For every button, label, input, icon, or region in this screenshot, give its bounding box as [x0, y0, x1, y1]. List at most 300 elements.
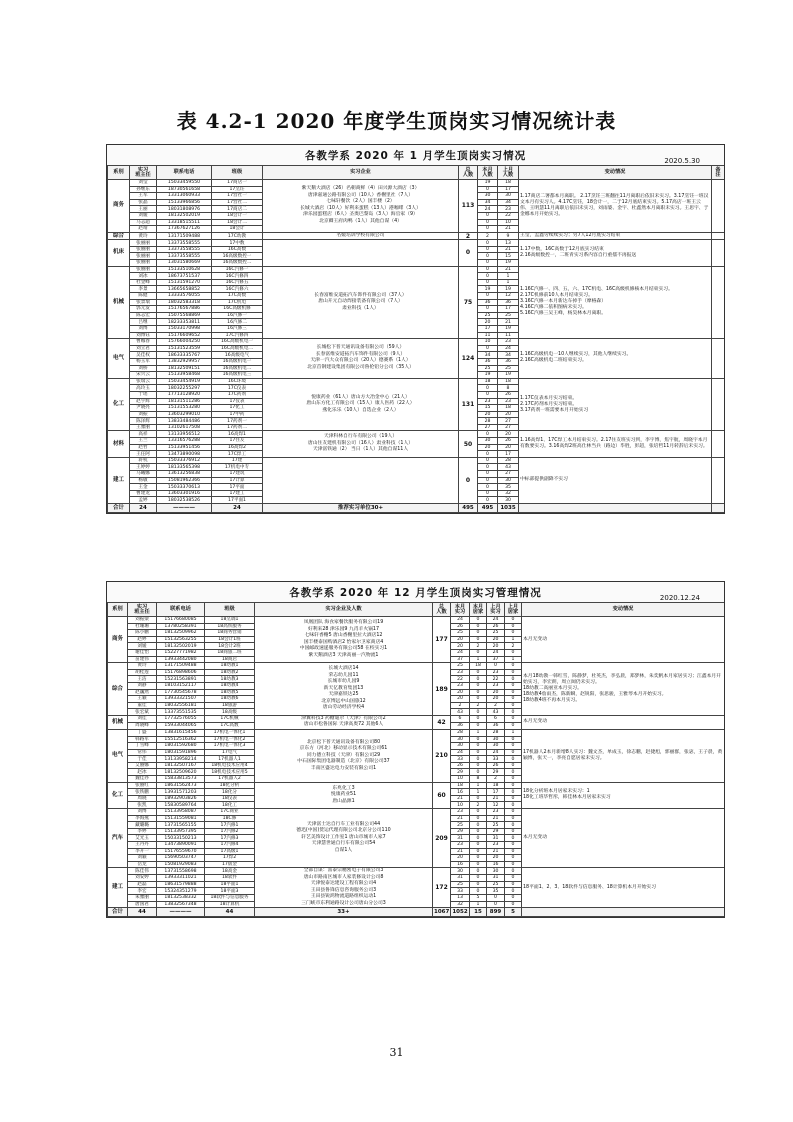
counselor-cell: 王丽	[130, 206, 157, 213]
last-month-intern-cell: 17	[487, 789, 505, 796]
last-month-intern-cell: 20	[487, 689, 505, 696]
class-cell: 17建筑	[212, 471, 263, 478]
last-month-home-cell: 1	[505, 636, 522, 643]
last-month-cell: 27	[498, 418, 519, 425]
table1-title: 各教学系 2020 年 1 月学生顶岗实习情况	[304, 150, 527, 162]
last-month-intern-cell: 24	[487, 649, 505, 656]
class-cell: 18机电技术应用4	[205, 762, 255, 769]
phone-cell: 15833813573	[157, 776, 205, 783]
class-cell: 16汽修三	[212, 325, 263, 332]
this-month-intern-cell: 24	[451, 749, 470, 756]
counselor-cell: 赵宇辉	[130, 398, 157, 405]
this-month-cell: 0	[478, 273, 498, 280]
phone-cell: 13171509488	[157, 232, 212, 240]
phone-cell: 15081962366	[157, 477, 212, 484]
last-month-cell: 13	[498, 240, 519, 247]
this-month-home-cell: 0	[470, 835, 487, 842]
class-cell: 18高金	[205, 868, 255, 875]
this-month-cell: 2	[478, 232, 498, 240]
this-month-intern-cell: 2	[451, 702, 470, 709]
total-c3: 899	[487, 908, 505, 917]
last-month-home-cell: 0	[505, 881, 522, 888]
table-row	[108, 782, 725, 789]
page-number: 31	[389, 1046, 404, 1059]
column-header: 上月 人数	[498, 166, 519, 180]
this-month-home-cell: 0	[470, 649, 487, 656]
this-month-home-cell: 0	[470, 809, 487, 816]
counselor-cell: 张丽丽	[130, 266, 157, 273]
counselor-cell: 苗建伟	[128, 656, 157, 663]
last-month-cell: 21	[498, 319, 519, 326]
class-cell: 18幼教2	[205, 669, 255, 676]
column-header: 联系电话	[157, 166, 212, 180]
last-month-intern-cell: 20	[487, 636, 505, 643]
column-header: 备 注	[712, 166, 725, 180]
class-cell: 16高级机电三	[212, 372, 263, 379]
phone-cell: 15176609652	[157, 332, 212, 339]
total-count: 209	[433, 809, 451, 868]
counselor-cell: 郭元发	[130, 306, 157, 313]
counselor-cell: 赵哲	[130, 444, 157, 451]
counselor-cell: 刘佳	[128, 715, 157, 722]
this-month-cell: 0	[478, 497, 498, 504]
phone-cell: 13133956512	[157, 431, 212, 438]
class-cell: 17商店二	[212, 206, 263, 213]
this-month-home-cell: 8	[470, 776, 487, 783]
this-month-cell: 0	[478, 477, 498, 484]
company-cell: 津翼科技3 药糖迪尔（天津）有限公司2 唐山市松鲁国际 天津高奥72 其他6人	[255, 715, 433, 729]
counselor-cell: 张瑞云	[130, 378, 157, 385]
this-month-cell: 0	[478, 385, 498, 392]
this-month-intern-cell: 33	[451, 888, 470, 895]
phone-cell: 13603301916	[157, 490, 212, 497]
changes-cell: 1.17C仪表本月实习结束。 2.17C药剂本月实习结束。 3.17药剂一班需要本月开始实习	[519, 378, 712, 431]
last-month-home-cell: 0	[505, 722, 522, 729]
class-cell: 17住友	[212, 438, 263, 445]
last-month-intern-cell: 23	[487, 809, 505, 816]
this-month-cell: 0	[478, 391, 498, 398]
counselor-cell: 曹娜春	[130, 339, 157, 346]
counselor-cell: 张丽丽	[130, 246, 157, 253]
dept-name: 电气	[108, 339, 130, 379]
total-count: 2	[459, 232, 478, 240]
column-header: 联系电话	[157, 603, 205, 617]
company-cell: 紫天鹅大酒店（26）名朝商鲜（4）田兴源大酒店（3） 唐津嘉通公路有限公司（10人）香榭里社（7人） 七味轩餐饮（2人）国丰楼（2） 长城大酒店（10人）好利来蛋糕（13人）港咖啡（3人） 津乐园蛋糕店（6人）圣奥巴黎岛（3人）海官家（9） 北京卿王府肉鸭（1人）其他自谋（4）	[263, 180, 459, 233]
company-cell: 东兆化工3 悦康药业51 唐山晶源1	[255, 782, 433, 808]
last-month-cell: 23	[498, 398, 519, 405]
last-month-intern-cell: 20	[487, 855, 505, 862]
counselor-cell: 赵巍然	[128, 689, 157, 696]
changes-cell: 中标部提供副降不实习	[519, 457, 712, 503]
counselor-cell: 丁雪峰	[128, 743, 157, 750]
table1	[107, 165, 725, 513]
last-month-home-cell: 0	[505, 623, 522, 630]
phone-cell: 13731565155	[157, 822, 205, 829]
this-month-intern-cell: 21	[451, 815, 470, 822]
remark-cell	[712, 266, 725, 339]
last-month-home-cell: 0	[505, 782, 522, 789]
total-c4: 5	[505, 908, 522, 917]
class-cell: 17机电一体化2	[205, 736, 255, 743]
this-month-cell: 0	[478, 471, 498, 478]
phone-cell: 15176567886	[157, 306, 212, 313]
class-cell: 17C机械	[205, 715, 255, 722]
company-cell	[263, 240, 459, 266]
company-cell: 凤凰团队 海食家餐饮服务有限公司19 好利来28 津乐园9 九肖羊火锅17 七味轩香榭5 唐山香榭里拉大酒店12 国丰楼泰国购酒店2 怡家尔卫家商店4 中国邮政速递服务有限公司58 在校实习1 紫天鹅酒店3 天津高丽一汽物流1	[255, 617, 433, 663]
this-month-intern-cell: 16	[451, 789, 470, 796]
last-month-intern-cell: 20	[487, 696, 505, 703]
class-cell: 17机器人1	[205, 756, 255, 763]
this-month-intern-cell: 28	[451, 729, 470, 736]
total-phone: ————	[157, 908, 205, 917]
counselor-cell: 赵冰	[128, 769, 157, 776]
class-cell: 16C高级机电一	[212, 339, 263, 346]
dept-name: 机械	[108, 266, 130, 339]
phone-cell: 18673751537	[157, 273, 212, 280]
remark-cell	[712, 378, 725, 431]
counselor-cell: 朱雅丽	[128, 895, 157, 902]
this-month-home-cell: 0	[470, 715, 487, 722]
this-month-cell: 23	[478, 398, 498, 405]
last-month-home-cell: 0	[505, 861, 522, 868]
last-month-intern-cell: 0	[487, 901, 505, 908]
class-cell: 17汽修2	[205, 828, 255, 835]
counselor-cell: 王军	[130, 193, 157, 200]
phone-cell: 15131591270	[157, 279, 212, 286]
counselor-cell: 刘振梁	[128, 617, 157, 624]
phone-cell: 15133958468	[157, 372, 212, 379]
table-row	[108, 378, 725, 385]
counselor-cell: 刘博	[130, 325, 157, 332]
this-month-cell: 27	[478, 424, 498, 431]
phone-cell: 13171509488	[157, 663, 205, 670]
class-cell: 17烹饪	[212, 186, 263, 193]
phone-cell: 13832567348	[157, 901, 205, 908]
this-month-intern-cell: 21	[451, 795, 470, 802]
class-cell: 18化工	[205, 802, 255, 809]
counselor-cell: 胡桂莲	[128, 669, 157, 676]
phone-cell: 15133510628	[157, 266, 212, 273]
last-month-cell: 27	[498, 424, 519, 431]
class-cell: 18化分	[205, 789, 255, 796]
phone-cell: 18132509962	[157, 630, 205, 637]
class-cell: 16汽修一	[212, 312, 263, 319]
dept-name: 机床	[108, 240, 130, 266]
phone-cell: 18631579888	[157, 881, 205, 888]
counselor-cell: 董佳	[128, 702, 157, 709]
this-month-cell: 0	[478, 186, 498, 193]
this-month-cell: 0	[478, 226, 498, 233]
column-header: 总 人数	[433, 603, 451, 617]
phone-cell: 15512516362	[157, 736, 205, 743]
remark-cell	[712, 232, 725, 240]
changes-cell: 1.17商店二署都本月离职。 2.17烹饪三班翻往11月离职后依旧未实习。3.17烹饪一班汉文本月有实习人。4.17C烹饪，18会计一，二于12月底结束实习。5.17高店一班王云伟、王明慧11月离职后依旧未实习，刘雨婆、金宇、杜鑫然本月离职未实习。王思宇、于金娜本月开始实习。	[519, 180, 712, 233]
class-cell: 16C高数	[212, 246, 263, 253]
this-month-home-cell: 2	[470, 802, 487, 809]
last-month-cell: 20	[498, 444, 519, 451]
last-month-home-cell: 0	[505, 776, 522, 783]
this-month-intern-cell: 20	[451, 855, 470, 862]
last-month-intern-cell: 25	[487, 822, 505, 829]
counselor-cell: 刘立君	[130, 345, 157, 352]
this-month-home-cell: 0	[470, 623, 487, 630]
class-cell: 17平面	[212, 484, 263, 491]
last-month-intern-cell: 16	[487, 861, 505, 868]
class-cell: 18幼教1	[205, 663, 255, 670]
last-month-intern-cell: 24	[487, 749, 505, 756]
last-month-intern-cell: 36	[487, 722, 505, 729]
this-month-intern-cell: 25	[451, 663, 470, 670]
this-month-intern-cell: 18	[451, 782, 470, 789]
this-month-intern-cell: 24	[451, 617, 470, 624]
class-cell: 18软件	[205, 875, 255, 882]
table1-header-row	[108, 166, 725, 180]
total-count: 124	[459, 339, 478, 379]
company-cell: 北京松下普天通讯设备有限公司80 京东方（河北）移动显示技术有限公司61 同力德立科技（天津）有限公司29 中石国际集团电器制造（北京）有限公司37 丰南区盛达电力安装有限公司1	[255, 729, 433, 782]
changes-cell: 本月无变动	[522, 715, 725, 729]
class-cell: 16C汽修四	[212, 273, 263, 280]
table-row	[108, 715, 725, 722]
this-month-intern-cell: 31	[451, 835, 470, 842]
phone-cell: 15766004250	[157, 339, 212, 346]
total-row	[108, 504, 725, 513]
this-month-intern-cell: 36	[451, 722, 470, 729]
class-cell: 17建工	[212, 490, 263, 497]
class-cell: 17高级1	[205, 848, 255, 855]
total-c1: 1052	[452, 908, 468, 915]
changes-cell: 本月无变动	[522, 809, 725, 868]
table2	[107, 602, 725, 917]
class-cell: 17汽修3	[205, 835, 255, 842]
class-cell: 18幼教5	[205, 689, 255, 696]
class-cell: 17汽修4	[205, 842, 255, 849]
counselor-cell: 蒋杭	[130, 457, 157, 464]
dept-name: 汽车	[108, 809, 128, 868]
phone-cell: 15176680085	[157, 617, 205, 624]
class-cell: 17计算	[212, 477, 263, 484]
last-month-cell: 20	[498, 411, 519, 418]
last-month-cell: 30	[498, 497, 519, 504]
table-row	[108, 729, 725, 736]
phone-cell: 15133957395	[157, 828, 205, 835]
phone-cell: 18032556181	[157, 702, 205, 709]
this-month-cell: 0	[478, 246, 498, 253]
total-count: 172	[433, 868, 451, 908]
phone-cell: 15830589764	[157, 802, 205, 809]
last-month-home-cell: 0	[505, 802, 522, 809]
this-month-home-cell: 2	[470, 643, 487, 650]
counselor-cell: 张丽丽	[130, 260, 157, 267]
counselor-cell: 赵磊	[128, 881, 157, 888]
this-month-home-cell: 0	[470, 881, 487, 888]
last-month-home-cell: 0	[505, 815, 522, 822]
last-month-cell: 1	[498, 273, 519, 280]
phone-cell: 15131523559	[157, 345, 212, 352]
this-month-home-cell: 0	[470, 749, 487, 756]
phone-cell: 17713128920	[157, 391, 212, 398]
last-month-intern-cell: 31	[487, 875, 505, 882]
last-month-intern-cell: 2	[487, 776, 505, 783]
company-cell: 长春富维安道拓汽车饰件有限公司（37人） 唐山开元自动焊接装备有限公司（7人） 肃业科技（1人）	[263, 266, 459, 339]
this-month-home-cell: 1	[470, 656, 487, 663]
this-month-home-cell: 0	[470, 736, 487, 743]
this-month-intern-cell: 13	[451, 895, 470, 902]
this-month-cell: 0	[478, 490, 498, 497]
last-month-home-cell: 0	[505, 828, 522, 835]
this-month-cell: 0	[478, 260, 498, 267]
phone-cell: 18032255297	[157, 385, 212, 392]
this-month-intern-cell: 23	[451, 842, 470, 849]
last-month-cell: 21	[498, 246, 519, 253]
last-month-home-cell: 0	[505, 822, 522, 829]
phone-cell: 18031591896	[157, 749, 205, 756]
counselor-cell: 刘振	[130, 411, 157, 418]
this-month-home-cell: 0	[470, 617, 487, 624]
class-cell: 18商店	[205, 656, 255, 663]
this-month-home-cell: 1	[470, 901, 487, 908]
this-month-home-cell: 1	[470, 729, 487, 736]
counselor-cell: 杨玉军	[130, 358, 157, 365]
class-cell: 16高级机电一	[212, 358, 263, 365]
phone-cell: 13102617508	[157, 424, 212, 431]
last-month-intern-cell: 21	[487, 848, 505, 855]
counselor-cell: 韩路军	[128, 736, 157, 743]
phone-cell: 18103152117	[157, 682, 205, 689]
class-cell: 17钣金	[205, 861, 255, 868]
counselor-cell: 丁盛	[128, 729, 157, 736]
this-month-home-cell: 0	[470, 875, 487, 882]
total-class: 24	[212, 504, 263, 513]
this-month-intern-cell: 25	[451, 881, 470, 888]
dept-name: 商务	[108, 617, 128, 663]
phone-cell: 15324351279	[157, 888, 205, 895]
phone-cell: 18032538526	[157, 497, 212, 504]
last-month-cell: 19	[498, 260, 519, 267]
last-month-intern-cell: 23	[487, 669, 505, 676]
last-month-home-cell: 0	[505, 789, 522, 796]
this-month-intern-cell: 43	[451, 709, 470, 716]
this-month-cell: 0	[478, 457, 498, 464]
phone-cell: 15133966856	[157, 199, 212, 206]
this-month-cell: 0	[478, 484, 498, 491]
counselor-cell: 张宏斌	[128, 709, 157, 716]
this-month-home-cell: 0	[470, 676, 487, 683]
phone-cell: 13831615456	[157, 729, 205, 736]
last-month-intern-cell: 31	[487, 835, 505, 842]
counselor-cell: 藏璐璐	[128, 822, 157, 829]
last-month-intern-cell: 29	[487, 769, 505, 776]
table-row	[108, 180, 725, 187]
phone-cell: 13832929957	[157, 358, 212, 365]
counselor-cell: 岳龙	[128, 861, 157, 868]
this-month-intern-cell: 32	[451, 901, 470, 908]
phone-cell: 18031592680	[157, 743, 205, 750]
counselor-cell: 张景瑞	[130, 299, 157, 306]
phone-cell: 13933311021	[157, 875, 205, 882]
company-cell: 全部自谋：富泰宗精密电子有限公司3 唐山市路南区城市人家装修设计公司8 天津悦泰达建设工程有限公司4 王田县鲁锋信息咨询服务公司3 王田县锐鸿物流道路组织运动1 三门峡市东利通路设计公司唐山分公司3	[255, 868, 433, 908]
last-month-home-cell: 0	[505, 709, 522, 716]
last-month-home-cell: 0	[505, 868, 522, 875]
this-month-intern-cell: 25	[451, 630, 470, 637]
class-cell: 17C高数	[205, 722, 255, 729]
last-month-cell: 21	[498, 266, 519, 273]
this-month-cell: 18	[478, 378, 498, 385]
table2-title: 各教学系 2020 年 12 月学生顶岗实习管理情况	[289, 587, 542, 599]
counselor-cell: 魏佳亦	[128, 776, 157, 783]
table-row	[108, 266, 725, 273]
phone-cell: 18132507167	[157, 762, 205, 769]
this-month-home-cell: 0	[470, 636, 487, 643]
last-month-cell: 18	[498, 378, 519, 385]
counselor-cell: 马志超	[130, 219, 157, 226]
table2-panel	[106, 581, 725, 918]
total-company: 推荐实习单位30+	[263, 504, 459, 513]
column-header: 实习企业	[263, 166, 459, 180]
last-month-intern-cell: 30	[487, 868, 505, 875]
last-month-intern-cell: 26	[487, 762, 505, 769]
counselor-cell: 张凯	[128, 802, 157, 809]
this-month-home-cell: 0	[470, 756, 487, 763]
this-month-cell: 25	[478, 312, 498, 319]
phone-cell: 13373558555	[157, 253, 212, 260]
last-month-intern-cell: 28	[487, 729, 505, 736]
class-cell: 16C高级机修	[212, 306, 263, 313]
table-row	[108, 868, 725, 875]
phone-cell: 17730545678	[157, 689, 205, 696]
table1-panel	[106, 144, 725, 514]
counselor-cell: 孟婷	[130, 497, 157, 504]
column-header: 上月 居家	[505, 603, 522, 617]
counselor-cell: 张丽红	[128, 782, 157, 789]
class-cell: 18仪表	[205, 795, 255, 802]
phone-cell: 15133958087	[157, 809, 205, 816]
counselor-cell: 刘媛	[130, 212, 157, 219]
this-month-intern-cell: 37	[451, 656, 470, 663]
counselor-cell: 刘静	[128, 682, 157, 689]
last-month-intern-cell: 29	[487, 828, 505, 835]
last-month-intern-cell: 21	[487, 795, 505, 802]
column-header: 实习 班主任	[130, 166, 157, 180]
counselor-cell: 赵婷	[128, 636, 157, 643]
phone-cell: 13933442080	[157, 656, 205, 663]
phone-cell: 18132502019	[157, 643, 205, 650]
class-cell: 17机器人2	[205, 776, 255, 783]
counselor-cell: 张丽丽	[130, 253, 157, 260]
company-cell: 悦康药业（61人）唐山方大冶金中心（21人） 唐山东方化工有限公司（15人）康人医药（22人） 燕化乐乐（10人）自选企业（2人）	[263, 378, 459, 431]
this-month-cell: 36	[478, 358, 498, 365]
column-header: 实习企业及人数	[255, 603, 433, 617]
last-month-home-cell: 0	[505, 762, 522, 769]
class-cell: 17C汽修四	[212, 332, 263, 339]
total-phone: ————	[157, 504, 212, 513]
column-header: 变动情况	[522, 603, 725, 617]
last-month-intern-cell: 43	[487, 709, 505, 716]
phone-cell: 15132563255	[157, 636, 205, 643]
this-month-home-cell: 5	[470, 895, 487, 902]
class-cell: 17营社二	[212, 199, 263, 206]
last-month-cell: 20	[498, 431, 519, 438]
this-month-cell: 0	[478, 266, 498, 273]
last-month-home-cell: 0	[505, 855, 522, 862]
this-month-cell: 30	[478, 438, 498, 445]
counselor-cell: 尹晓亮	[130, 405, 157, 412]
counselor-cell: 王颖	[128, 696, 157, 703]
dept-name: 建工	[108, 868, 128, 908]
counselor-cell: 孙继东	[130, 186, 157, 193]
phone-cell: 18730561658	[157, 186, 212, 193]
dept-name: 商务	[108, 180, 130, 233]
last-month-cell: 36	[498, 358, 519, 365]
